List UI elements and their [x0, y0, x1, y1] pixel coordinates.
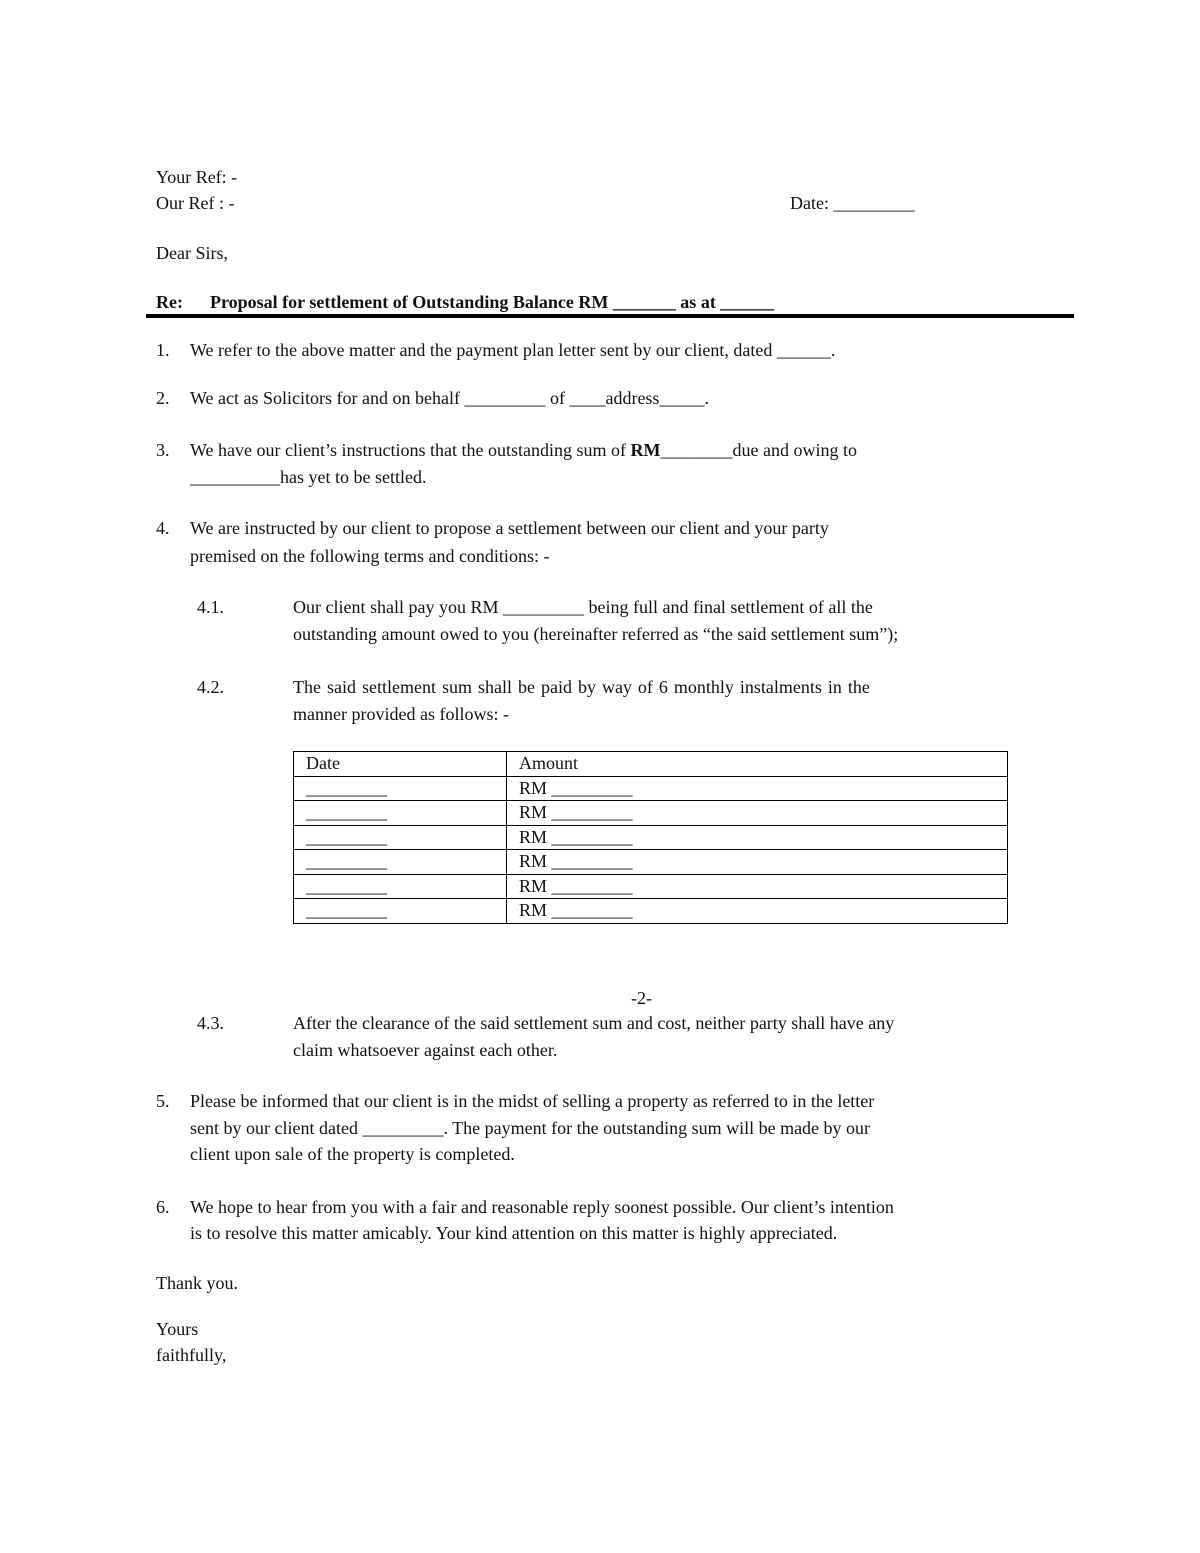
paragraph-4-number: 4. — [156, 518, 170, 538]
paragraph-3-currency: RM — [630, 440, 661, 460]
clause-4-3-line-2: claim whatsoever against each other. — [293, 1040, 558, 1060]
closing-faithfully: faithfully, — [156, 1345, 227, 1365]
clause-4-2-line-1: The said settlement sum shall be paid by way of 6 monthly instalments in the — [293, 677, 870, 697]
paragraph-4-line-1: We are instructed by our client to propose a settlement between our client and your party — [190, 518, 829, 538]
instalment-table — [293, 751, 1008, 924]
table-cell-date: _________ — [294, 825, 507, 850]
paragraph-1-number: 1. — [156, 340, 170, 360]
table-header-date: Date — [294, 752, 507, 777]
table-cell-amount: RM _________ — [507, 801, 1008, 826]
table-row — [294, 850, 1008, 875]
clause-4-1-line-1: Our client shall pay you RM _________ being full and final settlement of all the — [293, 597, 873, 617]
page-number-marker: -2- — [631, 988, 652, 1008]
table-cell-date: _________ — [294, 776, 507, 801]
paragraph-3-line-2: __________has yet to be settled. — [190, 467, 427, 487]
table-cell-amount: RM _________ — [507, 899, 1008, 924]
paragraph-3-text-a: We have our client’s instructions that the outstanding sum of — [190, 440, 631, 460]
your-ref: Your Ref: - — [156, 167, 238, 187]
table-header-row — [294, 752, 1008, 777]
paragraph-2-text: We act as Solicitors for and on behalf _________ of ____address_____. — [190, 388, 709, 408]
paragraph-4-line-2: premised on the following terms and conditions: - — [190, 546, 550, 566]
clause-4-1-number: 4.1. — [197, 597, 224, 617]
letter-date: Date: _________ — [790, 193, 915, 213]
table-row — [294, 825, 1008, 850]
paragraph-5-line-3: client upon sale of the property is completed. — [190, 1144, 515, 1164]
table-cell-amount: RM _________ — [507, 825, 1008, 850]
paragraph-5-line-1: Please be informed that our client is in the midst of selling a property as referred to in the letter — [190, 1091, 875, 1111]
paragraph-2-number: 2. — [156, 388, 170, 408]
table-cell-amount: RM _________ — [507, 874, 1008, 899]
table-cell-date: _________ — [294, 899, 507, 924]
table-row — [294, 776, 1008, 801]
clause-4-2-line-2: manner provided as follows: - — [293, 704, 509, 724]
table-row — [294, 899, 1008, 924]
paragraph-6-line-1: We hope to hear from you with a fair and reasonable reply soonest possible. Our client’s intention — [190, 1197, 894, 1217]
table-row — [294, 874, 1008, 899]
paragraph-6-number: 6. — [156, 1197, 170, 1217]
paragraph-6-line-2: is to resolve this matter amicably. Your kind attention on this matter is highly appreciated. — [190, 1223, 838, 1243]
table-cell-date: _________ — [294, 801, 507, 826]
subject-divider — [146, 314, 1074, 318]
subject-prefix: Re: — [156, 292, 183, 312]
our-ref: Our Ref : - — [156, 193, 235, 213]
paragraph-3-number: 3. — [156, 440, 170, 460]
closing-yours: Yours — [156, 1319, 199, 1339]
clause-4-3-line-1: After the clearance of the said settlement sum and cost, neither party shall have any — [293, 1013, 895, 1033]
clause-4-1-line-2: outstanding amount owed to you (hereinafter referred as “the said settlement sum”); — [293, 624, 899, 644]
subject-title: Proposal for settlement of Outstanding Balance RM _______ as at ______ — [210, 292, 775, 312]
salutation: Dear Sirs, — [156, 243, 228, 263]
table-cell-amount: RM _________ — [507, 776, 1008, 801]
closing-thanks: Thank you. — [156, 1273, 238, 1293]
paragraph-5-number: 5. — [156, 1091, 170, 1111]
paragraph-1-text: We refer to the above matter and the payment plan letter sent by our client, dated ______. — [190, 340, 836, 360]
table-cell-date: _________ — [294, 850, 507, 875]
table-cell-amount: RM _________ — [507, 850, 1008, 875]
paragraph-3-line-1 — [190, 437, 857, 464]
clause-4-2-number: 4.2. — [197, 677, 224, 697]
table-header-amount: Amount — [507, 752, 1008, 777]
table-row — [294, 801, 1008, 826]
clause-4-3-number: 4.3. — [197, 1013, 224, 1033]
table-cell-date: _________ — [294, 874, 507, 899]
paragraph-3-text-b: ________due and owing to — [660, 440, 857, 460]
paragraph-5-line-2: sent by our client dated _________. The payment for the outstanding sum will be made by our — [190, 1118, 871, 1138]
